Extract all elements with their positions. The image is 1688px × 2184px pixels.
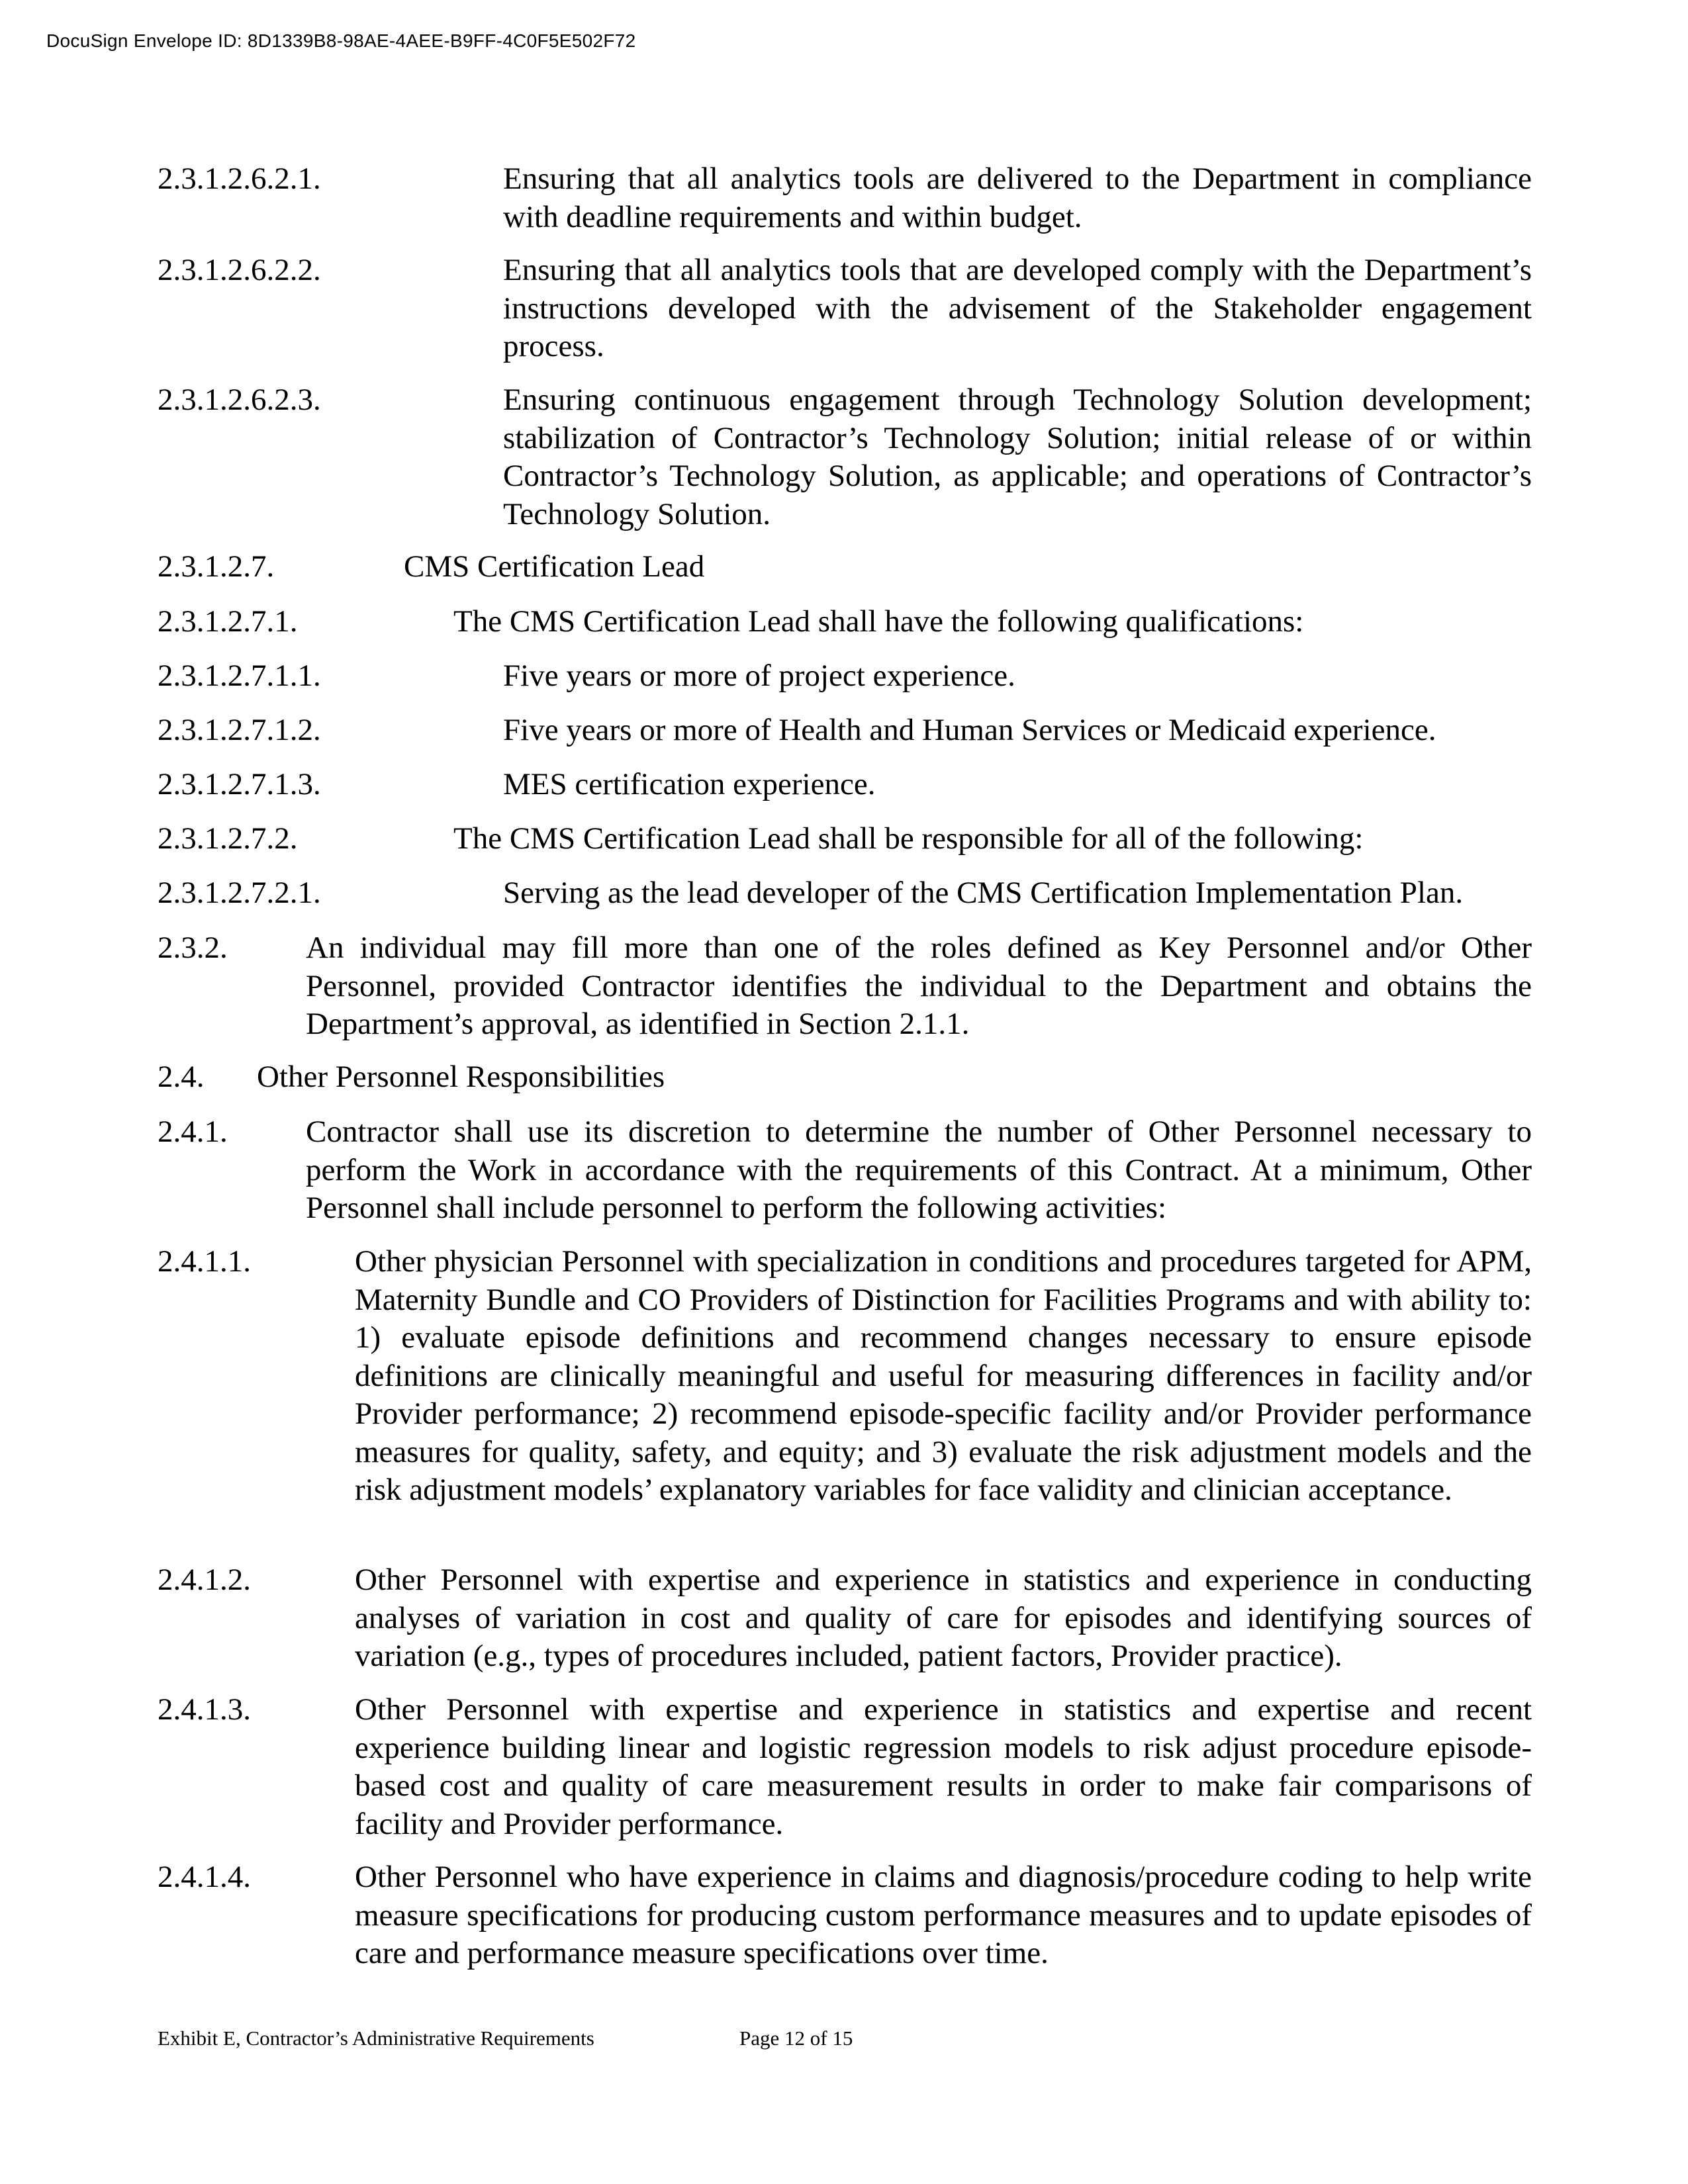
item-number: 2.4.1.1. [158, 1244, 251, 1279]
item-text: The CMS Certification Lead shall be responsible for all of the following: [453, 821, 1364, 856]
item-text: Contractor shall use its discretion to determine the number of Other Personnel necessary to perform the Work in accordance with the requirements of this Contract. At a minimum, Other Personnel shall include personnel to perform the following activities: [306, 1115, 1532, 1225]
page-number: Page 12 of 15 [739, 2026, 853, 2050]
item-text: Serving as the lead developer of the CMS Certification Implementation Plan. [503, 876, 1464, 910]
item-number: 2.3.1.2.6.2.1. [158, 161, 321, 196]
docusign-envelope-id: DocuSign Envelope ID: 8D1339B8-98AE-4AEE-B9FF-4C0F5E502F72 [46, 30, 636, 51]
item-number: 2.4.1.4. [158, 1860, 251, 1894]
item-number: 2.3.1.2.6.2.2. [158, 253, 321, 287]
item-text: Other Personnel who have experience in claims and diagnosis/procedure coding to help write measure specifications for producing custom performance measures and to update episodes of care and performance measure specifications over time. [355, 1860, 1532, 1970]
item-text: Ensuring continuous engagement through Technology Solution development; stabilization of Contractor’s Technology Solution; initial release of or within Contractor’s Technology Solution, as applicable; and operations of Contractor’s Technology Solution. [503, 383, 1532, 531]
item-text: An individual may fill more than one of the roles defined as Key Personnel and/or Other Personnel, provided Contractor identifies the individual to the Department and obtains the Department’s approval, as identified in Section 2.1.1. [306, 931, 1532, 1041]
item-number: 2.3.1.2.7. [158, 549, 275, 584]
section-heading: CMS Certification Lead [404, 549, 705, 584]
item-number: 2.3.1.2.7.2. [158, 821, 298, 856]
item-text: Ensuring that all analytics tools are delivered to the Department in compliance with deadline requirements and within budget. [503, 161, 1532, 234]
item-text: Ensuring that all analytics tools that are developed comply with the Department’s instructions developed with the advisement of the Stakeholder engagement process. [503, 253, 1532, 363]
item-text: Other Personnel with expertise and experience in statistics and experience in conducting analyses of variation in cost and quality of care for episodes and identifying sources of variation (e.g., types of procedures included, patient factors, Provider practice). [355, 1563, 1532, 1673]
item-text: Five years or more of Health and Human Services or Medicaid experience. [503, 713, 1436, 747]
item-text: Other Personnel with expertise and experience in statistics and expertise and recent experience building linear and logistic regression models to risk adjust procedure episode-based cost and quality of care measurement results in order to make fair comparisons of facility and Provider performance. [355, 1692, 1532, 1841]
item-text: Other physician Personnel with specialization in conditions and procedures targeted for APM, Maternity Bundle and CO Providers of Distinction for Facilities Programs and with ability to: 1) evaluate episode definitions and recommend changes necessary to ensure episode definitions are clinically meaningful and useful for measuring differences in facility and/or Provider performance; 2) recommend episode-specific facility and/or Provider performance measures for quality, safety, and equity; and 3) evaluate the risk adjustment models and the risk adjustment models’ explanatory variables for face validity and clinician acceptance. [355, 1244, 1532, 1507]
item-number: 2.3.1.2.6.2.3. [158, 383, 321, 417]
item-number: 2.3.1.2.7.2.1. [158, 876, 321, 910]
item-number: 2.4. [158, 1060, 205, 1094]
footer-title: Exhibit E, Contractor’s Administrative Requirements [158, 2026, 594, 2050]
section-heading: Other Personnel Responsibilities [257, 1060, 665, 1094]
item-number: 2.3.1.2.7.1. [158, 604, 298, 639]
item-number: 2.4.1.2. [158, 1563, 251, 1597]
item-number: 2.3.2. [158, 931, 228, 965]
item-number: 2.4.1. [158, 1115, 228, 1149]
item-number: 2.3.1.2.7.1.1. [158, 659, 321, 693]
item-number: 2.4.1.3. [158, 1692, 251, 1727]
item-text: MES certification experience. [503, 767, 876, 801]
item-text: Five years or more of project experience. [503, 659, 1015, 693]
item-number: 2.3.1.2.7.1.3. [158, 767, 321, 801]
item-text: The CMS Certification Lead shall have the following qualifications: [453, 604, 1304, 639]
item-number: 2.3.1.2.7.1.2. [158, 713, 321, 747]
